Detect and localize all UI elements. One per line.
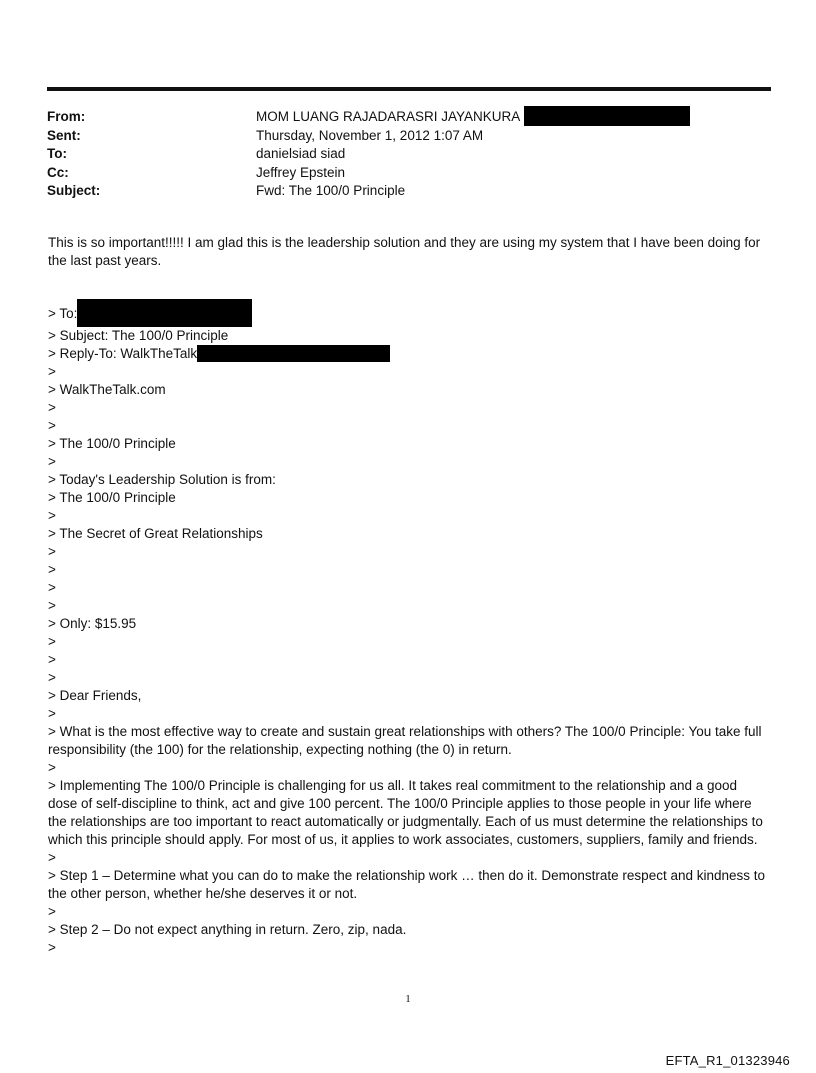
quoted-line: > The Secret of Great Relationships bbox=[48, 526, 263, 541]
sent-label: Sent: bbox=[47, 127, 81, 143]
page-number: 1 bbox=[405, 993, 411, 1005]
quoted-line: > bbox=[48, 562, 56, 577]
quoted-to-label: > To: bbox=[48, 306, 78, 321]
quoted-line: > bbox=[48, 364, 56, 379]
quoted-line: > What is the most effective way to create and sustain great relationships with others? The 100/0 Principle: You take full responsibility (the 100) for the relationship, expecting nothing (the 0) in return. bbox=[48, 724, 762, 757]
quoted-line: > bbox=[48, 580, 56, 595]
quoted-line: > bbox=[48, 454, 56, 469]
subject-label: Subject: bbox=[47, 183, 101, 198]
quoted-line: > bbox=[48, 652, 56, 667]
header-rule bbox=[47, 87, 771, 91]
quoted-line: > Only: $15.95 bbox=[48, 616, 137, 631]
cc-value: Jeffrey Epstein bbox=[256, 164, 346, 180]
to-label: To: bbox=[47, 146, 67, 161]
redaction-box bbox=[524, 106, 690, 126]
sent-value: Thursday, November 1, 2012 1:07 AM bbox=[256, 127, 484, 143]
quoted-line: > bbox=[48, 670, 56, 685]
quoted-line: > bbox=[48, 508, 56, 523]
from-name: MOM LUANG RAJADARASRI JAYANKURA bbox=[256, 109, 521, 124]
quoted-line: > bbox=[48, 904, 56, 919]
sent-row bbox=[47, 127, 777, 146]
document-id: EFTA_R1_01323946 bbox=[665, 1053, 790, 1068]
quoted-reply-to-label: > Reply-To: WalkTheTalk bbox=[48, 346, 198, 361]
from-label: From: bbox=[47, 109, 86, 124]
quoted-line: > bbox=[48, 544, 56, 559]
quoted-line: > bbox=[48, 760, 56, 775]
to-value: danielsiad siad bbox=[256, 146, 346, 161]
quoted-line: > Dear Friends, bbox=[48, 688, 142, 703]
quoted-reply-to-line bbox=[48, 345, 770, 363]
quoted-line: > bbox=[48, 400, 56, 415]
from-row bbox=[47, 108, 777, 127]
quoted-message bbox=[48, 305, 770, 957]
quoted-line: > Step 2 – Do not expect anything in return. Zero, zip, nada. bbox=[48, 922, 407, 937]
quoted-line: > bbox=[48, 634, 56, 649]
quoted-line: > Implementing The 100/0 Principle is challenging for us all. It takes real commitment to the relationship and a good dose of self-discipline to think, act and give 100 percent. The 100/0 Principle applies to those people in your life where the relationships are too important to react automatically or judgmentally. Each of us must determine the relationships to which this principle should apply. For most of us, it applies to work associates, customers, suppliers, family and friends. bbox=[48, 778, 763, 847]
quoted-line: > bbox=[48, 706, 56, 721]
quoted-line: > bbox=[48, 598, 56, 613]
intro-paragraph: This is so important!!!!! I am glad this is the leadership solution and they are using my system that I have been doing for the last past years. bbox=[48, 235, 761, 268]
subject-value: Fwd: The 100/0 Principle bbox=[256, 183, 406, 198]
quoted-line: > WalkTheTalk.com bbox=[48, 382, 166, 397]
email-header bbox=[47, 108, 777, 201]
quoted-line: > bbox=[48, 940, 56, 955]
quoted-line: > bbox=[48, 418, 56, 433]
quoted-subject-line: > Subject: The 100/0 Principle bbox=[48, 328, 229, 343]
quoted-line: > The 100/0 Principle bbox=[48, 490, 176, 505]
quoted-line: > Step 1 – Determine what you can do to make the relationship work … then do it. Demonstrate respect and kindness to the other person, whether he/she deserves it or not. bbox=[48, 868, 766, 901]
quoted-line: > bbox=[48, 850, 56, 865]
redaction-box bbox=[77, 299, 252, 327]
quoted-line: > Today's Leadership Solution is from: bbox=[48, 472, 276, 487]
from-value bbox=[256, 108, 690, 127]
quoted-body-lines bbox=[48, 363, 770, 957]
cc-row bbox=[47, 164, 777, 183]
redaction-box bbox=[197, 345, 390, 362]
subject-row bbox=[47, 182, 777, 201]
quoted-line: > The 100/0 Principle bbox=[48, 436, 176, 451]
cc-label: Cc: bbox=[47, 164, 69, 180]
quoted-to-line bbox=[48, 305, 770, 327]
to-row bbox=[47, 145, 777, 164]
